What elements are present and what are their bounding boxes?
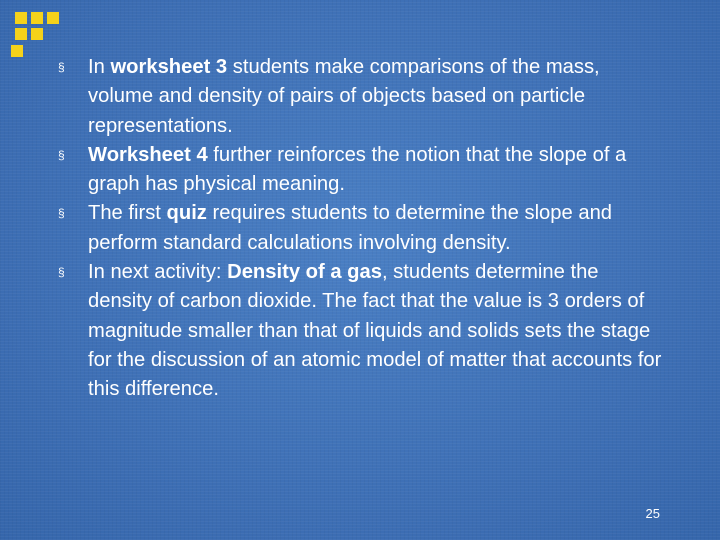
bullet-item bbox=[58, 53, 668, 141]
item-text: In next activity: bbox=[88, 261, 228, 284]
yellow-squares-logo-icon bbox=[0, 0, 64, 64]
bullet-icon: § bbox=[58, 265, 65, 280]
bold-text: quiz bbox=[166, 202, 207, 225]
item-text: , students determine the density of carbon dioxide. The fact that the value is 3 orders of magnitude smaller than that of liquids and solids sets the stage for the discussion of an atomic model of matter that accounts for this difference. bbox=[88, 261, 662, 401]
bullet-item bbox=[58, 141, 668, 200]
bullet-icon: § bbox=[58, 206, 65, 221]
bold-text: Density of a gas bbox=[227, 261, 382, 284]
bullet-item bbox=[58, 258, 668, 404]
bold-text: Worksheet 4 bbox=[88, 143, 208, 166]
item-text: further reinforces the notion that the slope of a graph has physical meaning. bbox=[88, 143, 627, 196]
bullet-icon: § bbox=[58, 147, 65, 162]
page-number: 25 bbox=[645, 506, 660, 521]
item-text: The first bbox=[88, 202, 167, 225]
item-text: In bbox=[88, 56, 111, 78]
bullet-item bbox=[58, 199, 668, 258]
slide-body bbox=[58, 53, 668, 405]
item-text: students make comparisons of the mass, volume and density of pairs of objects based on particle representations. bbox=[88, 56, 600, 137]
bullet-icon: § bbox=[58, 60, 65, 74]
bold-text: worksheet 3 bbox=[110, 56, 228, 78]
item-text: requires students to determine the slope and perform standard calculations involving density. bbox=[88, 202, 613, 254]
